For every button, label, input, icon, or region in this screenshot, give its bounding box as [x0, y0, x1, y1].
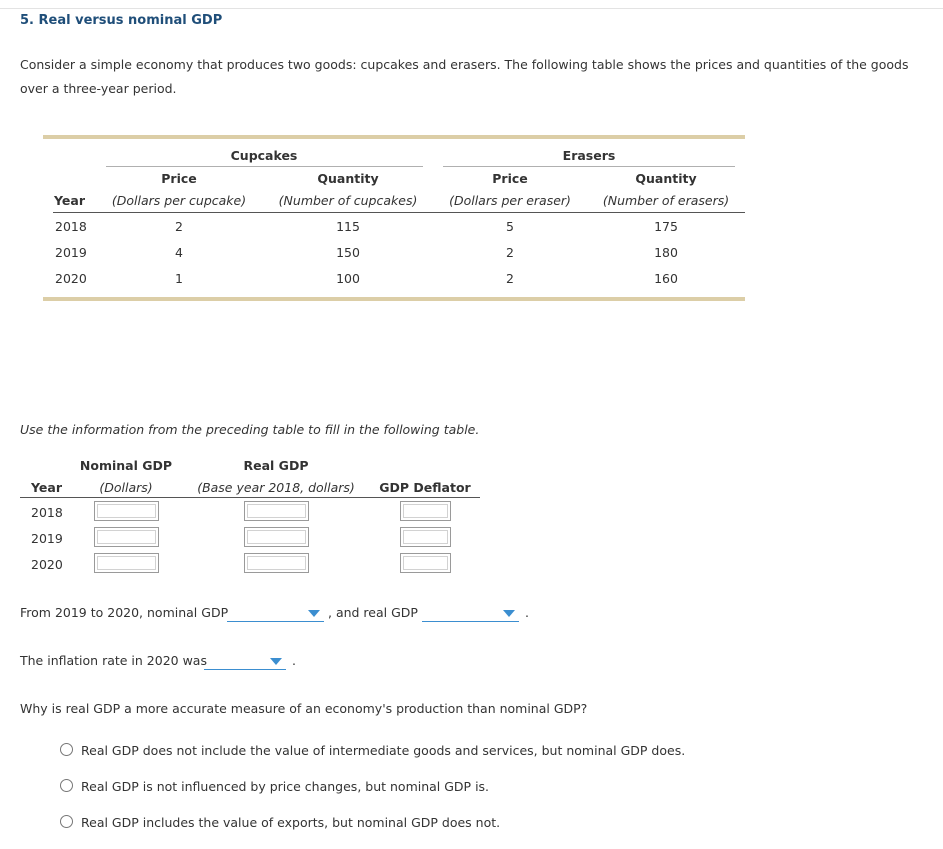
- option-label[interactable]: Real GDP does not include the value of intermediate goods and services, but nominal GDP does.: [81, 743, 686, 758]
- price-quantity-table: [43, 135, 745, 301]
- real-gdp-sentence-text: , and real GDP: [328, 605, 418, 620]
- col-header-real-gdp: Real GDP: [243, 458, 309, 473]
- table-row-eraser-price: 2: [506, 245, 514, 260]
- col-header-nominal-gdp: Nominal GDP: [79, 458, 173, 473]
- table-row-cupcake-qty: 100: [336, 271, 360, 286]
- table-row-eraser-qty: 175: [654, 219, 678, 234]
- nominal-gdp-2020-input[interactable]: [94, 553, 159, 573]
- erasers-group-rule: [443, 166, 735, 167]
- col-header-year: Year: [54, 193, 85, 208]
- option-radio[interactable]: [60, 779, 73, 792]
- table-row-eraser-qty: 160: [654, 271, 678, 286]
- cupcakes-group-rule: [106, 166, 423, 167]
- table-row-eraser-price: 2: [506, 271, 514, 286]
- col-header-gdp-deflator: GDP Deflator: [379, 480, 471, 495]
- table-row-cupcake-price: 2: [175, 219, 183, 234]
- col-header-year: Year: [31, 480, 62, 495]
- inflation-rate-dropdown[interactable]: [204, 653, 286, 670]
- table-bottom-bar: [43, 297, 745, 301]
- nominal-gdp-2018-input[interactable]: [94, 501, 159, 521]
- group-header-cupcakes: Cupcakes: [230, 148, 298, 163]
- subheader-cupcake-quantity: (Number of cupcakes): [278, 193, 418, 208]
- header-rule: [20, 497, 480, 498]
- nominal-gdp-change-dropdown[interactable]: [227, 605, 324, 622]
- table-row-cupcake-qty: 115: [336, 219, 360, 234]
- subheader-eraser-price: (Dollars per eraser): [449, 193, 571, 208]
- option-label[interactable]: Real GDP is not influenced by price changes, but nominal GDP is.: [81, 779, 490, 794]
- real-gdp-change-dropdown[interactable]: [422, 605, 519, 622]
- chevron-down-icon: [270, 658, 282, 665]
- option-radio[interactable]: [60, 815, 73, 828]
- nominal-gdp-sentence-text: From 2019 to 2020, nominal GDP: [20, 605, 229, 620]
- option-radio[interactable]: [60, 743, 73, 756]
- col-header-eraser-price: Price: [492, 171, 528, 186]
- subheader-real-gdp: (Base year 2018, dollars): [197, 480, 355, 495]
- chevron-down-icon: [503, 610, 515, 617]
- table-row-year: 2018: [55, 219, 87, 234]
- real-gdp-2020-input[interactable]: [244, 553, 309, 573]
- option-label[interactable]: Real GDP includes the value of exports, but nominal GDP does not.: [81, 815, 501, 830]
- table-row-year: 2020: [55, 271, 87, 286]
- table-row-cupcake-qty: 150: [336, 245, 360, 260]
- mc-question: Why is real GDP a more accurate measure of an economy's production than nominal GDP?: [20, 701, 588, 716]
- question-title: 5. Real versus nominal GDP: [20, 13, 223, 28]
- instruction-text: Use the information from the preceding table to fill in the following table.: [20, 422, 480, 437]
- gdp-deflator-2019-input[interactable]: [400, 527, 451, 547]
- gdp-deflator-2018-input[interactable]: [400, 501, 451, 521]
- subheader-eraser-quantity: (Number of erasers): [602, 193, 730, 208]
- sentence-period: .: [525, 605, 529, 620]
- subheader-nominal-gdp: (Dollars): [99, 480, 153, 495]
- group-header-erasers: Erasers: [562, 148, 616, 163]
- table-row-eraser-qty: 180: [654, 245, 678, 260]
- sentence-period: .: [292, 653, 296, 668]
- table-row-cupcake-price: 4: [175, 245, 183, 260]
- top-divider: [0, 8, 943, 9]
- col-header-cupcake-price: Price: [161, 171, 197, 186]
- subheader-cupcake-price: (Dollars per cupcake): [111, 193, 247, 208]
- header-rule: [53, 212, 745, 213]
- table-row-year: 2019: [31, 531, 63, 546]
- col-header-eraser-quantity: Quantity: [635, 171, 697, 186]
- col-header-cupcake-quantity: Quantity: [317, 171, 379, 186]
- table-row-eraser-price: 5: [506, 219, 514, 234]
- real-gdp-2019-input[interactable]: [244, 527, 309, 547]
- gdp-fill-table: [20, 455, 480, 575]
- inflation-sentence-text: The inflation rate in 2020 was: [20, 653, 207, 668]
- table-row-year: 2019: [55, 245, 87, 260]
- table-row-year: 2020: [31, 557, 63, 572]
- table-row-year: 2018: [31, 505, 63, 520]
- table-top-bar: [43, 135, 745, 139]
- nominal-gdp-2019-input[interactable]: [94, 527, 159, 547]
- chevron-down-icon: [308, 610, 320, 617]
- gdp-deflator-2020-input[interactable]: [400, 553, 451, 573]
- real-gdp-2018-input[interactable]: [244, 501, 309, 521]
- table-row-cupcake-price: 1: [175, 271, 183, 286]
- question-intro: Consider a simple economy that produces two goods: cupcakes and erasers. The following table shows the prices and quantities of the goods over a three-year period.: [20, 57, 909, 96]
